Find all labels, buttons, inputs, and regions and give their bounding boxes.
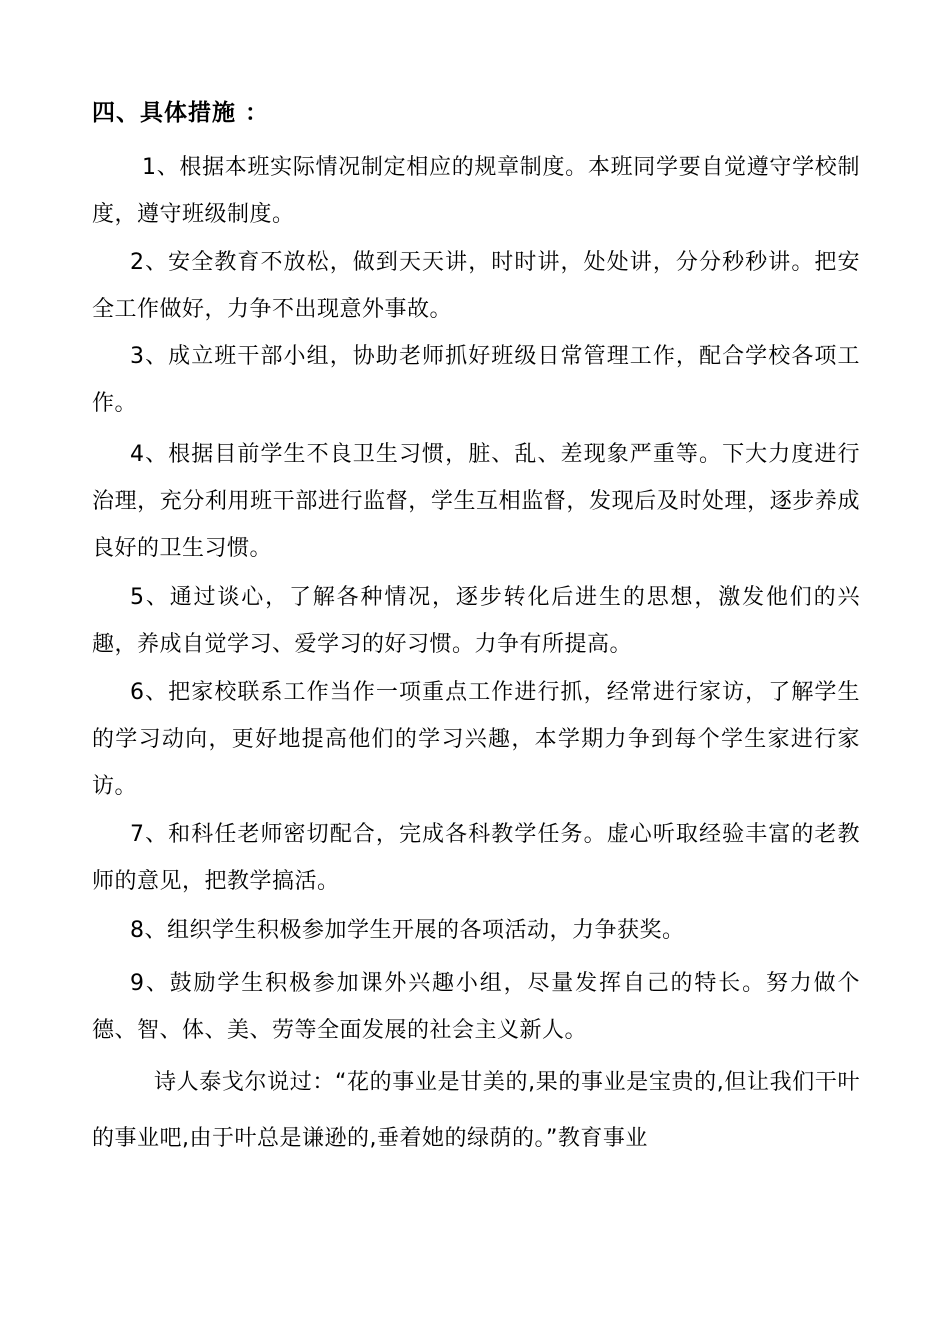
measure-paragraph-5: 5、通过谈心，了解各种情况，逐步转化后进生的思想，激发他们的兴趣，养成自觉学习、爱学习的好习惯。力争有所提高。 (92, 585, 860, 657)
measure-paragraph-7: 7、和科任老师密切配合，完成各科教学任务。虚心听取经验丰富的老教师的意见，把教学搞活。 (92, 822, 860, 894)
closing-quote-paragraph: 诗人泰戈尔说过：“花的事业是甘美的,果的事业是宝贵的,但让我们干叶的事业吧,由于叶总是谦逊的,垂着她的绿荫的。”教育事业 (92, 1070, 860, 1151)
measure-paragraph-8: 8、组织学生积极参加学生开展的各项活动，力争获奖。 (130, 918, 685, 943)
section-heading: 四、具体措施 ： (92, 100, 270, 126)
measure-paragraph-6: 6、把家校联系工作当作一项重点工作进行抓，经常进行家访，了解学生的学习动向，更好地提高他们的学习兴趣，本学期力争到每个学生家进行家访。 (92, 680, 860, 799)
measure-paragraph-1: 1、根据本班实际情况制定相应的规章制度。本班同学要自觉遵守学校制度，遵守班级制度。 (92, 155, 860, 227)
measure-paragraph-3: 3、成立班干部小组，协助老师抓好班级日常管理工作，配合学校各项工作。 (92, 344, 860, 416)
measure-paragraph-2: 2、安全教育不放松，做到天天讲，时时讲，处处讲，分分秒秒讲。把安全工作做好，力争不出现意外事故。 (92, 250, 860, 322)
measure-paragraph-9: 9、鼓励学生积极参加课外兴趣小组，尽量发挥自己的特长。努力做个德、智、体、美、劳等全面发展的社会主义新人。 (92, 971, 860, 1043)
measure-paragraph-4: 4、根据目前学生不良卫生习惯，脏、乱、差现象严重等。下大力度进行治理，充分利用班干部进行监督，学生互相监督，发现后及时处理，逐步养成良好的卫生习惯。 (92, 442, 860, 561)
